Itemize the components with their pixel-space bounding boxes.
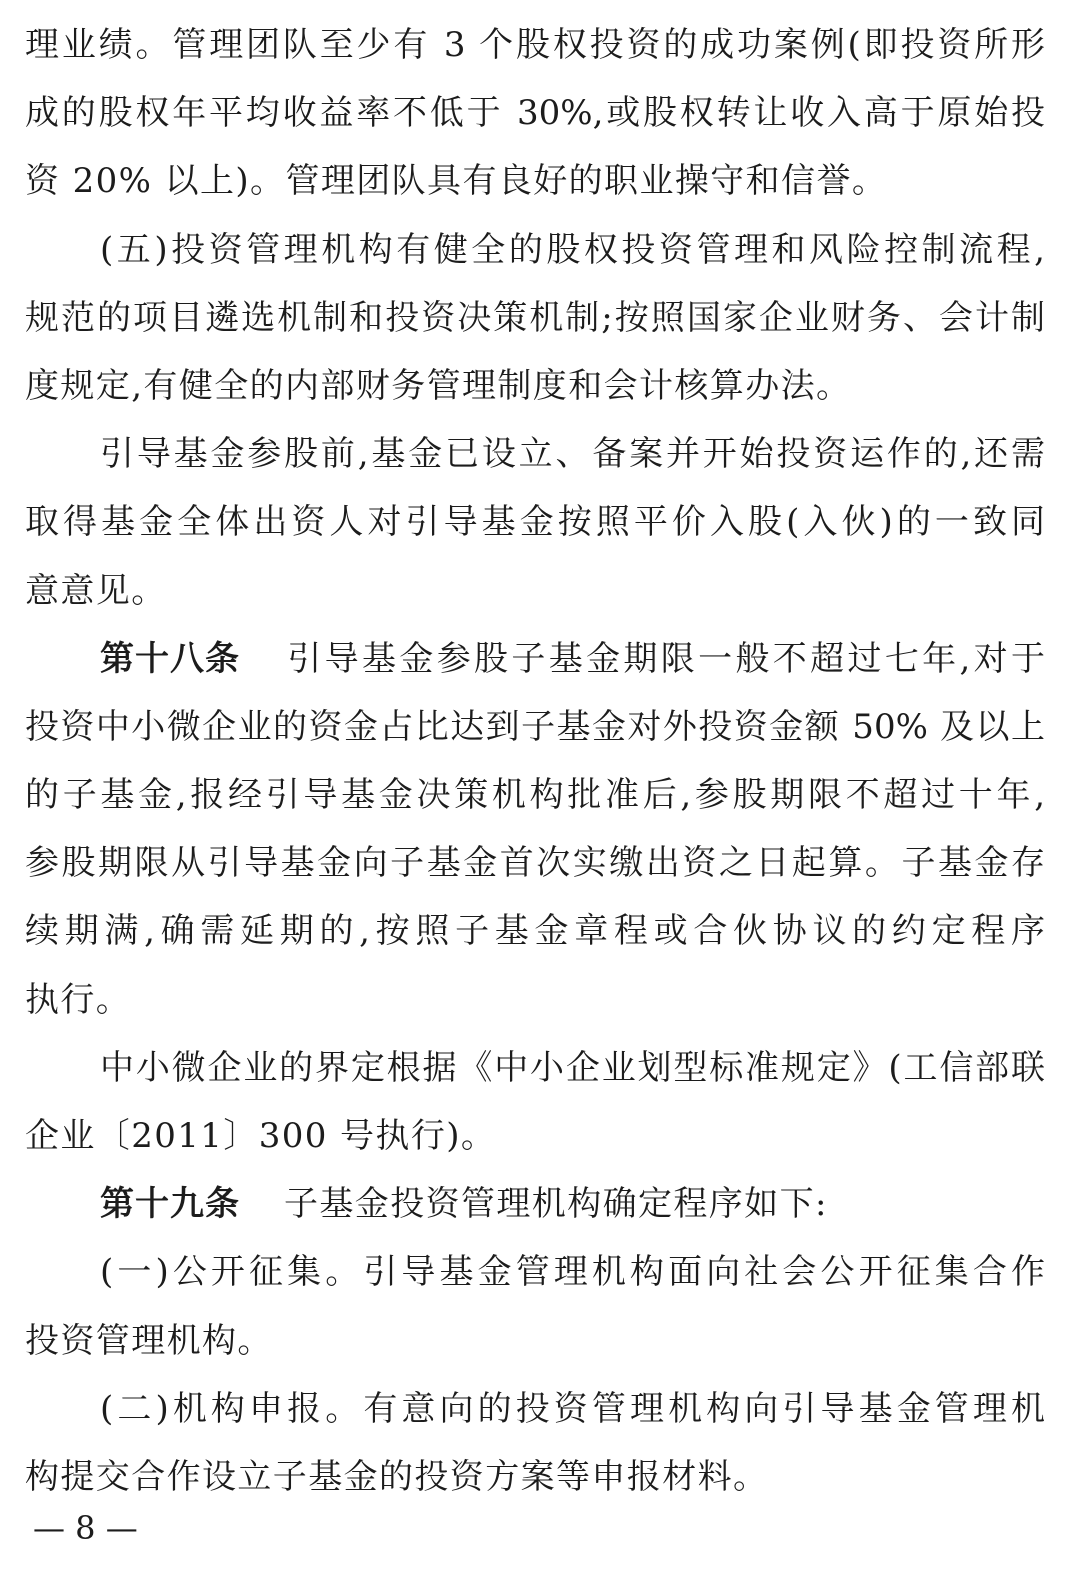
text-line [25, 1170, 1045, 1238]
text-line: (一)公开征集。引导基金管理机构面向社会公开征集合作 [100, 1252, 1045, 1293]
text-line: 度规定,有健全的内部财务管理制度和会计核算办法。 [25, 365, 852, 406]
text-line: 规范的项目遴选机制和投资决策机制;按照国家企业财务、会计制 [25, 297, 1045, 338]
paragraph-step-1-public-solicitation [25, 1238, 1045, 1374]
text-line: 投资中小微企业的资金占比达到子基金对外投资金额 50% 及以上 [25, 706, 1045, 747]
text-line: 企业〔2011〕300 号执行)。 [25, 1116, 497, 1156]
text-line: 理业绩。管理团队至少有 3 个股权投资的成功案例(即投资所形 [25, 25, 1045, 65]
article-number: 第十九条 [100, 1184, 240, 1225]
text-line: 中小微企业的界定根据《中小企业划型标准规定》(工信部联 [100, 1047, 1045, 1088]
text-line: 执行。 [25, 979, 132, 1020]
text-line: (二)机构申报。有意向的投资管理机构向引导基金管理机 [100, 1388, 1045, 1429]
document-body [25, 11, 1045, 1511]
text-line: 续期满,确需延期的,按照子基金章程或合伙协议的约定程序 [25, 911, 1045, 952]
paragraph-step-2-application [25, 1375, 1045, 1511]
text-line: (五)投资管理机构有健全的股权投资管理和风险控制流程, [100, 229, 1045, 270]
text-line-content: 子基金投资管理机构确定程序如下: [284, 1184, 828, 1225]
article-18 [25, 625, 1045, 1034]
article-number: 第十八条 [100, 638, 240, 679]
text-line [25, 625, 1045, 693]
article-19 [25, 1170, 1045, 1238]
paragraph-investor-consent [25, 420, 1045, 625]
text-line: 意意见。 [25, 570, 167, 611]
page-number: — 8 — [33, 1509, 138, 1547]
text-line: 参股期限从引导基金向子基金首次实缴出资之日起算。子基金存 [25, 843, 1045, 884]
text-line: 构提交合作设立子基金的投资方案等申报材料。 [25, 1456, 769, 1497]
text-line: 的子基金,报经引导基金决策机构批准后,参股期限不超过十年, [25, 775, 1045, 816]
text-line: 资 20% 以上)。管理团队具有良好的职业操守和信誉。 [25, 161, 888, 202]
paragraph-sme-definition [25, 1034, 1045, 1170]
paragraph-team-track-record [25, 11, 1045, 216]
text-line: 取得基金全体出资人对引导基金按照平价入股(入伙)的一致同 [25, 502, 1045, 543]
text-line: 投资管理机构。 [25, 1320, 273, 1361]
text-line: 成的股权年平均收益率不低于 30%,或股权转让收入高于原始投 [25, 93, 1045, 134]
paragraph-item-5-risk-control [25, 216, 1045, 421]
text-line-content: 引导基金参股子基金期限一般不超过七年,对于 [284, 638, 1045, 679]
text-line: 引导基金参股前,基金已设立、备案并开始投资运作的,还需 [100, 434, 1045, 475]
